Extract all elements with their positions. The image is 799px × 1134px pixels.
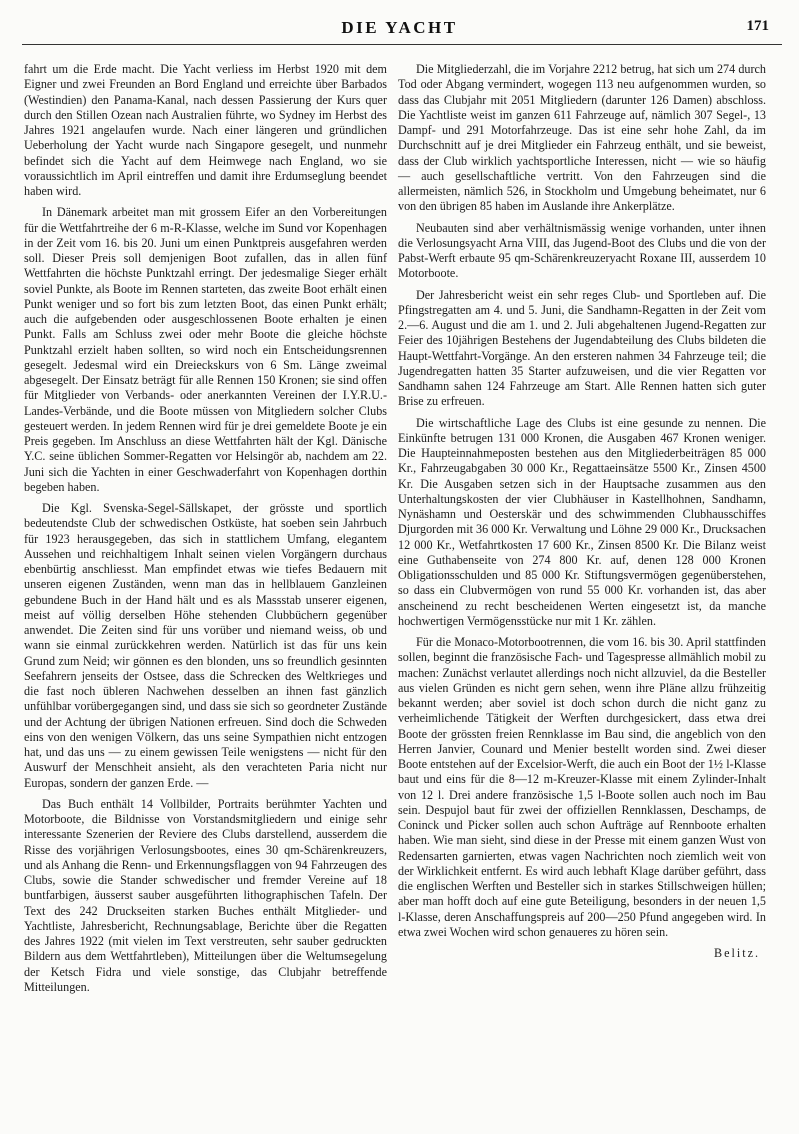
right-column bbox=[398, 62, 766, 961]
paragraph-wirtschaftliche-lage: Die wirtschaftliche Lage des Clubs ist eine gesunde zu nennen. Die Einkünfte betrugen 131 000 Kronen, die Ausgaben 467 Kronen weniger. Die Haupteinnahmeposten bestehen aus den Mitgliederbeiträgen 85 000 Kr., Fahrzeugabgaben 30 000 Kr., Regattaeinsätze 5500 Kr., Zinsen 4500 Kr. Die Ausgaben setzen sich in der Hauptsache zusammen aus den Unterhaltungskosten der vier Clubhäuser in Kastellhohnen, Sandhamn, Nynäshamn und Oesterskär und des schwimmenden Clubhausschiffes Djurgorden mit 36 000 Kr. Verwaltung und Löhne 29 000 Kr., Drucksachen 12 000 Kr., Wetfahrtkosten 17 600 Kr., Zinsen 8500 Kr. Die Bilanz weist eine Guthabenseite von 274 800 Kr. auf, denen 128 000 Kronen Obligationsschulden und 85 000 Kr. Stiftungsvermögen gegenüberstehen, so dass ein Clubvermögen von rund 55 000 Kr. vorhanden ist, das aber anscheinend zu recht bescheidenen Werten eingesetzt ist, da manche hochwertigen Vermögensstücke nur mit 1 Kr. zählen. bbox=[398, 415, 766, 628]
paragraph-daenemark: In Dänemark arbeitet man mit grossem Eifer an den Vorbereitungen für die Wettfahrtreihe der 6 m-R-Klasse, welche im Sund vor Kopenhagen in der Zeit vom 16. bis 20. Juni um einen Punktpreis ausgefahren werden soll. Dieser Preis soll demjenigen Boot zufallen, das in allen fünf Wettfahrten die höchste Punktzahl erringt. Der jedesmalige Sieger erhält soviel Punkte, als Boote im Rennen starteten, das zweite Boot erhält einen Punkt weniger und so fort bis zum letzten Boot, das einen Punkt erhält; auch die aufgebenden oder ausgeschlossenen Boote erhalten je einen Punkt. Falls am Schluss zwei oder mehr Boote die gleiche höchste Punktzahl erzielt haben sollten, so wird noch ein Entscheidungsrennen gesegelt. Jedesmal wird ein Dreieckskurs von 6 Sm. Länge zweimal abgesegelt. Der Einsatz beträgt für alle Rennen 150 Kronen; sie sind offen für Mitglieder von Verbands- oder anerkannten Vereinen der I.Y.R.U.-Landes-Verbände, und die Boote müssen von Mitgliedern solcher Clubs gesteuert werden. In jedem Rennen wird für je drei gemeldete Boote je ein Preis gegeben. Im Anschluss an diese Wettfahrten hält der Kgl. Dänische Y.C. seine üblichen Sommer-Regatten vor Helsingör ab, nachdem am 22. Juni sich die Yachten in einer Geschwaderfahrt von Kopenhagen dorthin begeben haben. bbox=[24, 205, 387, 494]
header-rule bbox=[22, 44, 782, 45]
paragraph-svenska-segel-saellskapet: Die Kgl. Svenska-Segel-Sällskapet, der grösste und sportlich bedeutendste Club der schwedischen Ostküste, hat soeben sein Jahrbuch für 1923 herausgegeben, das sich in stattlichem Umfang, elegantem Aussehen und reichhaltigem Inhalt seinen vielen Vorgängern durchaus ebenbürtig anschliesst. Man empfindet etwas wie tiefes Bedauern mit unseren eigenen Zuständen, wenn man das in hellblauem Ganzleinen gebundene Buch in der Hand hält und es als Massstab unserer eigenen, meist auf völlig derselben Höhe stehenden Clubbüchern gegenüber anwendet. Die Zeiten sind für uns vorüber und niemand weiss, ob und wann sie einmal zurückkehren werden. Natürlich ist das für uns kein Grund zum Neid; wir gönnen es den blonden, uns so freundlich gesinnten Seefahrern jenseits der Ostsee, dass die Schrecken des Weltkrieges und die fast noch übleren Nachwehen desselben an ihnen fast gänzlich unfühlbar vorübergegangen sind, und dass sie sich so geordneter Zustände und der Achtung der übrigen Nationen erfreuen. Sind doch die Schweden eins von den wenigen Völkern, das uns seine Sympathien nicht entzogen hat, und das uns — zu einem gewissen Teile wenigstens — nicht für den Auswurf der Menschheit ansieht, als den verachteten Paria nicht nur Europas, sondern der ganzen Erde. — bbox=[24, 501, 387, 790]
paragraph-mitgliederzahl: Die Mitgliederzahl, die im Vorjahre 2212 betrug, hat sich um 274 durch Tod oder Abgang vermindert, wogegen 113 neu aufgenommen wurden, so dass das Clubjahr mit 2051 Mitgliedern (darunter 126 Damen) abschloss. Die Yachtliste weist im ganzen 611 Fahrzeuge auf, nämlich 307 Segel-, 13 Dampf- und 291 Motorfahrzeuge. Das ist eine sehr hohe Zahl, da im Durchschnitt auf je drei Mitglieder ein Fahrzeug enthält, und sie beweist, dass der Club wirklich yachtsportliche Interessen, nicht — wie so häufig — auch gesellschaftliche vertritt. Von den Fahrzeugen sind die allermeisten, nämlich 526, in Stockholm und Umgebung beheimatet, nur 6 von den übrigen 85 haben im Auslande ihre Ankerplätze. bbox=[398, 62, 766, 214]
paragraph-erdumseglung: fahrt um die Erde macht. Die Yacht verliess im Herbst 1920 mit dem Eigner und zwei Freunden an Bord England und erreichte über Barbados (Westindien) den Panama-Kanal, nach dessen Passierung der Kurs quer durch den Stillen Ozean nach Australien führte, wo Sydney im Herbst des Jahres 1921 angelaufen wurde. Nach einer längeren und gründlichen Ueberholung der Yacht wurde nach Singapore gesegelt, und nunmehr befindet sich die Yacht auf dem Heimwege nach England, wo sie voraussichtlich im April eintreffen und damit ihre Erdumseglung beendet haben wird. bbox=[24, 62, 387, 198]
author-signature: Belitz. bbox=[713, 946, 760, 960]
journal-title: DIE YACHT bbox=[341, 18, 458, 37]
left-column bbox=[24, 62, 387, 1001]
page-number: 171 bbox=[746, 18, 769, 34]
paragraph-jahresbericht: Der Jahresbericht weist ein sehr reges Club- und Sportleben auf. Die Pfingstregatten am 4. und 5. Juni, die Sandhamn-Regatten in der Zeit vom 2.—6. August und die am 1. und 2. Juli abgehaltenen Jugend-Regatten zur Feier des 10jährigen Bestehens der Jugendabteilung des Clubs bildeten die Haupt-Wettfahrt-Vorgänge. An den ersteren nahmen 34 Fahrzeuge teil; die Jugendregatten hatten 35 Starter aufzuweisen, und die vier Regatten vor Sandhamn sahen 124 Fahrzeuge am Start. Alle Rennen hatten sich guter Brise zu erfreuen. bbox=[398, 287, 766, 409]
paragraph-jahrbuch-inhalt: Das Buch enthält 14 Vollbilder, Portraits berühmter Yachten und Motorboote, die Bildnisse von Vorstandsmitgliedern und einige sehr interessante Szenerien der Reviere des Clubs darstellend, ausserdem die Risse des vorjährigen Verlosungsbootes, eines 30 qm-Schärenkreuzers, und als Anhang die Renn- und Erkennungsflaggen von 94 Fahrzeugen des Clubs, sowie die Stander schwedischer und fremder Vereine auf 18 buntfarbigen, äusserst sauber ausgeführten lithographischen Tafeln. Der Text des 242 Druckseiten starken Buches enthält Mitglieder- und Yachtliste, Jahresbericht, Rechnungsablage, Berichte über die Regatten des Jahres 1922 (mit vielen im Text verstreuten, sehr sauber gedruckten Bildern aus dem Wettfahrtleben), Mitteilungen über die Weltumsegelung der Ketsch Fidra und viele sonstige, das Clubjahr betreffende Mitteilungen. bbox=[24, 796, 387, 994]
paragraph-monaco-motorbootrennen: Für die Monaco-Motorbootrennen, die vom 16. bis 30. April stattfinden sollen, beginnt die französische Fach- und Tagespresse allmählich mobil zu machen: Zunächst verlautet allerdings noch nicht allzuviel, da die Besteller aus vielen Gründen es nicht gern sehen, wenn ihre Pläne allzu frühzeitig bekannt werden; aber soviel ist doch schon durch die nicht ganz zu verheimlichende Tätigkeit der Werften durchgesickert, dass etwa drei Boote der grössten freien Rennklasse im Bau sind, die angeblich von den Herren Janvier, Counard und Menier bestellt worden sind. Zwei dieser Boote entstehen auf der Excelsior-Werft, die auch ein Boot der 1½ l-Klasse baut und eins für die 8—12 m-Kreuzer-Klasse mit einem Zylinder-Inhalt von 12 l. Drei andere französische 1,5 l-Boote sollen auch noch im Bau sein. Despujol baut für zwei der offiziellen Rennklassen, Deschamps, de Coninck und Picker sollen auch schon Aufträge auf Rennboote erhalten haben. Wie man sieht, sind diese in der Presse mit einem ganzen Wust von Redensarten garnierten, etwas vagen Nachrichten noch ziemlich weit von der Wirklichkeit entfernt. Es wird auch lebhaft Klage darüber geführt, dass die englischen Werften und Besteller sich in starkes Stillschweigen hüllen; aber man hofft doch auf eine gute Beteiligung, besonders in der neuen 1,5 l-Klasse, deren Anschaffungspreis auf 200—250 Pfund angegeben wird. In etwa zwei Wochen wird schon genaueres zu hören sein. bbox=[398, 635, 766, 939]
running-head bbox=[0, 18, 799, 42]
paragraph-neubauten: Neubauten sind aber verhältnismässig wenige vorhanden, unter ihnen die Verlosungsyacht Arna VIII, das Jugend-Boot des Clubs und die von der Pabst-Werft erbaute 95 qm-Schärenkreuzeryacht Roxane III, ausserdem 10 Motorboote. bbox=[398, 220, 766, 281]
